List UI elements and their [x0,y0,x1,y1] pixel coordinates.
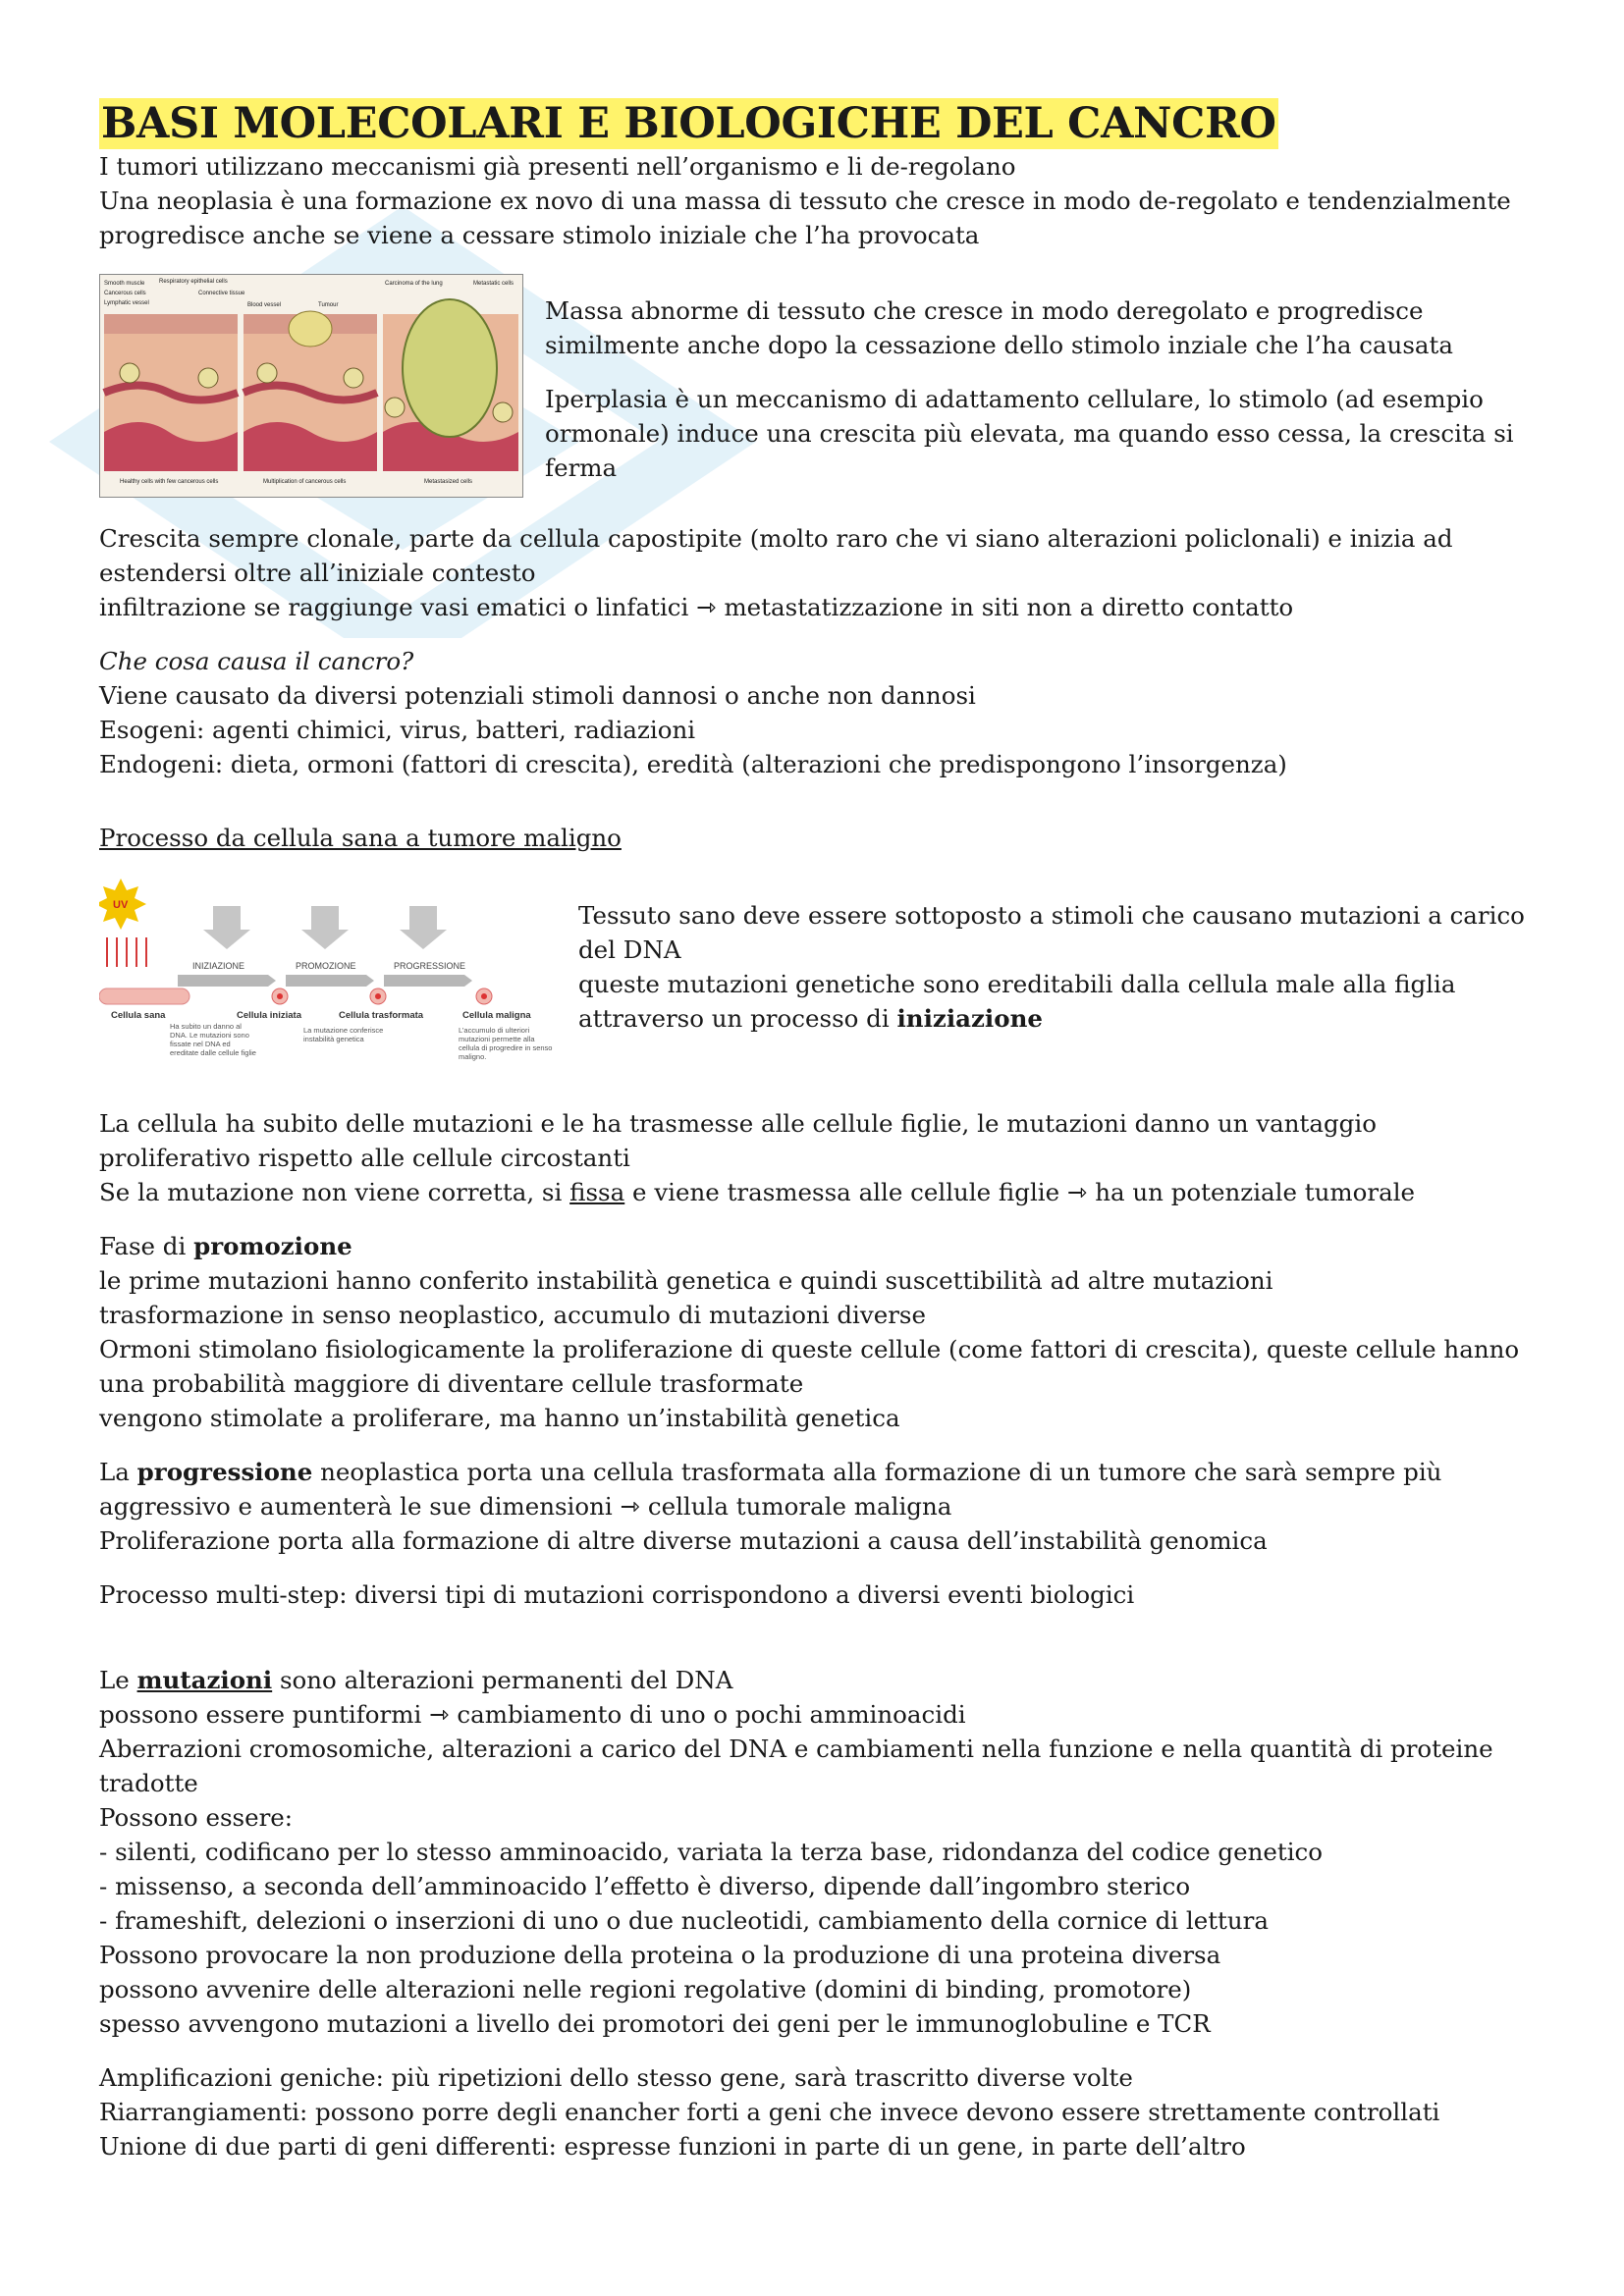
stage-label: PROGRESSIONE [394,961,466,971]
mutations-line: Possono essere: [99,1803,294,1832]
cancer-tissue-section [99,274,1533,498]
mutations-line: Le mutazioni sono alterazioni permanenti del DNA [99,1666,733,1694]
multistep-line: Processo multi-step: diversi tipi di mutazioni corrispondono a diversi eventi biologici [99,1580,1135,1609]
amplification-line: Riarrangiamenti: possono porre degli enancher forti a geni che invece devono essere strettamente controllati [99,2098,1440,2126]
process-section [99,877,1533,1083]
figure-note: L’accumulo di ulteriori mutazioni permette alla cellula di progredire in senso maligno. [459,1026,553,1061]
panel-metastasized [383,299,518,471]
hyperplasia-text: Iperplasia è un meccanismo di adattamento cellulare, lo stimolo (ad esempio ormonale) induce una crescita più elevata, ma quando esso cessa, la crescita si ferma [545,385,1514,482]
stage-label: INIZIAZIONE [192,961,245,971]
process-line: queste mutazioni genetiche sono ereditabili dalla cellula male alla figlia attraverso un processo di iniziazione [578,970,1456,1033]
fig-label: Metastasized cells [424,479,473,485]
figure-note: La mutazione conferisce instabilità genetica [303,1026,384,1043]
clonal-line: Crescita sempre clonale, parte da cellula capostipite (molto raro che vi siano alterazioni policlonali) e inizia ad estendersi oltre all’iniziale contesto [99,524,1453,587]
fig-label: Healthy cells with few cancerous cells [120,479,219,485]
document-page [99,98,1533,2183]
causes-line: Viene causato da diversi potenziali stimoli dannosi o anche non dannosi [99,681,976,710]
cell-label: Cellula trasformata [339,1010,424,1021]
causes-paragraph [99,644,1533,781]
progressione-term: progressione [136,1458,313,1486]
fig-label: Lymphatic vessel [104,300,149,306]
promozione-term: promozione [193,1232,352,1260]
amplifications-paragraph [99,2060,1533,2163]
fig-label: Multiplication of cancerous cells [263,479,347,485]
cell-label: Cellula maligna [462,1010,531,1021]
mutations-line: - silenti, codificano per lo stesso amminoacido, variata la terza base, ridondanza del codice genetico [99,1838,1324,1866]
process-text [578,877,1533,1036]
svg-text:UV: UV [113,899,129,911]
mutations-line: Possono provocare la non produzione della proteina o la produzione di una proteina diversa [99,1941,1221,1969]
promotion-label: Fase di promozione [99,1232,352,1260]
cell-label: Cellula iniziata [237,1010,301,1021]
process-heading: Processo da cellula sana a tumore maligno [99,824,622,852]
intro-line: Una neoplasia è una formazione ex novo di una massa di tessuto che cresce in modo de-regolato e tendenzialmente progredisce anche se viene a cessare stimolo iniziale che l’ha provocata [99,187,1511,249]
mutations-line: - frameshift, delezioni o inserzioni di uno o due nucleotidi, cambiamento della cornice di lettura [99,1906,1270,1935]
amplification-line: Unione di due parti di geni differenti: espresse funzioni in parte di un gene, in parte dell’altro [99,2132,1246,2161]
process-line: Tessuto sano deve essere sottoposto a stimoli che causano mutazioni a carico del DNA [578,901,1525,964]
uv-icon [99,879,146,930]
cancer-tissue-figure [99,274,523,498]
progression-line: La progressione neoplastica porta una cellula trasformata alla formazione di un tumore che sarà sempre più aggressivo e aumenterà le sue dimensioni ⇾ cellula tumorale maligna [99,1458,1442,1521]
figure-note: Ha subito un danno al DNA. Le mutazioni sono fissate nel DNA ed ereditate dalle cellule figlie [170,1022,256,1057]
mutazioni-term: mutazioni [136,1666,273,1694]
promotion-paragraph [99,1229,1533,1435]
fig-label: Metastatic cells [473,281,514,287]
intro-line: I tumori utilizzano meccanismi già presenti nell’organismo e li de-regolano [99,152,1016,181]
figure1-text [545,274,1533,485]
mutations-paragraph [99,1663,1533,2041]
fig-label: Tumour [318,302,339,308]
mutations-line: Aberrazioni cromosomiche, alterazioni a carico del DNA e cambiamenti nella funzione e nella quantità di proteine tradotte [99,1735,1493,1797]
mutations-line: spesso avvengono mutazioni a livello dei promotori dei geni per le immunoglobuline e TCR [99,2009,1211,2038]
panel-multiplication [244,311,377,471]
intro-paragraph [99,149,1533,252]
mutation-line: Se la mutazione non viene corretta, si fissa e viene trasmessa alle cellule figlie ⇾ ha un potenziale tumorale [99,1178,1416,1206]
amplification-line: Amplificazioni geniche: più ripetizioni dello stesso gene, sarà trascritto diverse volte [99,2063,1133,2092]
process-figure [99,877,553,1083]
fig-label: Blood vessel [247,302,282,308]
causes-question: Che cosa causa il cancro? [99,647,414,675]
figure1-description: Massa abnorme di tessuto che cresce in modo deregolato e progredisce similmente anche dopo la cessazione dello stimolo inziale che l’ha causata [545,296,1453,359]
page-title: BASI MOLECOLARI E BIOLOGICHE DEL CANCRO [101,99,1276,148]
stage-label: PROMOZIONE [296,961,356,971]
promotion-line: Ormoni stimolano fisiologicamente la proliferazione di queste cellule (come fattori di crescita), queste cellule hanno una probabilità maggiore di diventare cellule trasformate [99,1335,1520,1398]
mutations-line: - missenso, a seconda dell’amminoacido l’effetto è diverso, dipende dall’ingombro sterico [99,1872,1191,1900]
fig-label: Respiratory epithelial cells [159,279,228,285]
clonal-paragraph [99,521,1533,624]
fig-label: Smooth muscle [104,281,145,287]
mutations-line: possono avvenire delle alterazioni nelle regioni regolative (domini di binding, promotore) [99,1975,1192,2003]
fig-label: Connective tissue [198,291,245,296]
promotion-line: trasformazione in senso neoplastico, accumulo di mutazioni diverse [99,1301,927,1329]
fig-label: Cancerous cells [104,291,146,296]
fissa-term: fissa [569,1178,625,1206]
mutation-transmission-paragraph [99,1106,1533,1209]
causes-line: Esogeni: agenti chimici, virus, batteri, radiazioni [99,716,696,744]
cell-label: Cellula sana [111,1010,166,1021]
fig-label: Carcinoma of the lung [385,281,443,287]
mutation-line: La cellula ha subito delle mutazioni e le ha trasmesse alle cellule figlie, le mutazioni danno un vantaggio proliferativo rispetto alle cellule circostanti [99,1109,1377,1172]
mutations-line: possono essere puntiformi ⇾ cambiamento di uno o pochi amminoacidi [99,1700,966,1729]
clonal-line: infiltrazione se raggiunge vasi ematici o linfatici ⇾ metastatizzazione in siti non a diretto contatto [99,593,1294,621]
promotion-line: vengono stimolate a proliferare, ma hanno un’instabilità genetica [99,1404,900,1432]
progression-paragraph [99,1455,1533,1558]
cell-row [99,988,492,1004]
progression-line: Proliferazione porta alla formazione di altre diverse mutazioni a causa dell’instabilità genomica [99,1526,1268,1555]
causes-line: Endogeni: dieta, ormoni (fattori di crescita), eredità (alterazioni che predispongono l’insorgenza) [99,750,1287,778]
panel-healthy [104,314,238,471]
iniziazione-term: iniziazione [896,1004,1043,1033]
promotion-line: le prime mutazioni hanno conferito instabilità genetica e quindi suscettibilità ad altre mutazioni [99,1266,1273,1295]
multistep-paragraph [99,1577,1533,1612]
